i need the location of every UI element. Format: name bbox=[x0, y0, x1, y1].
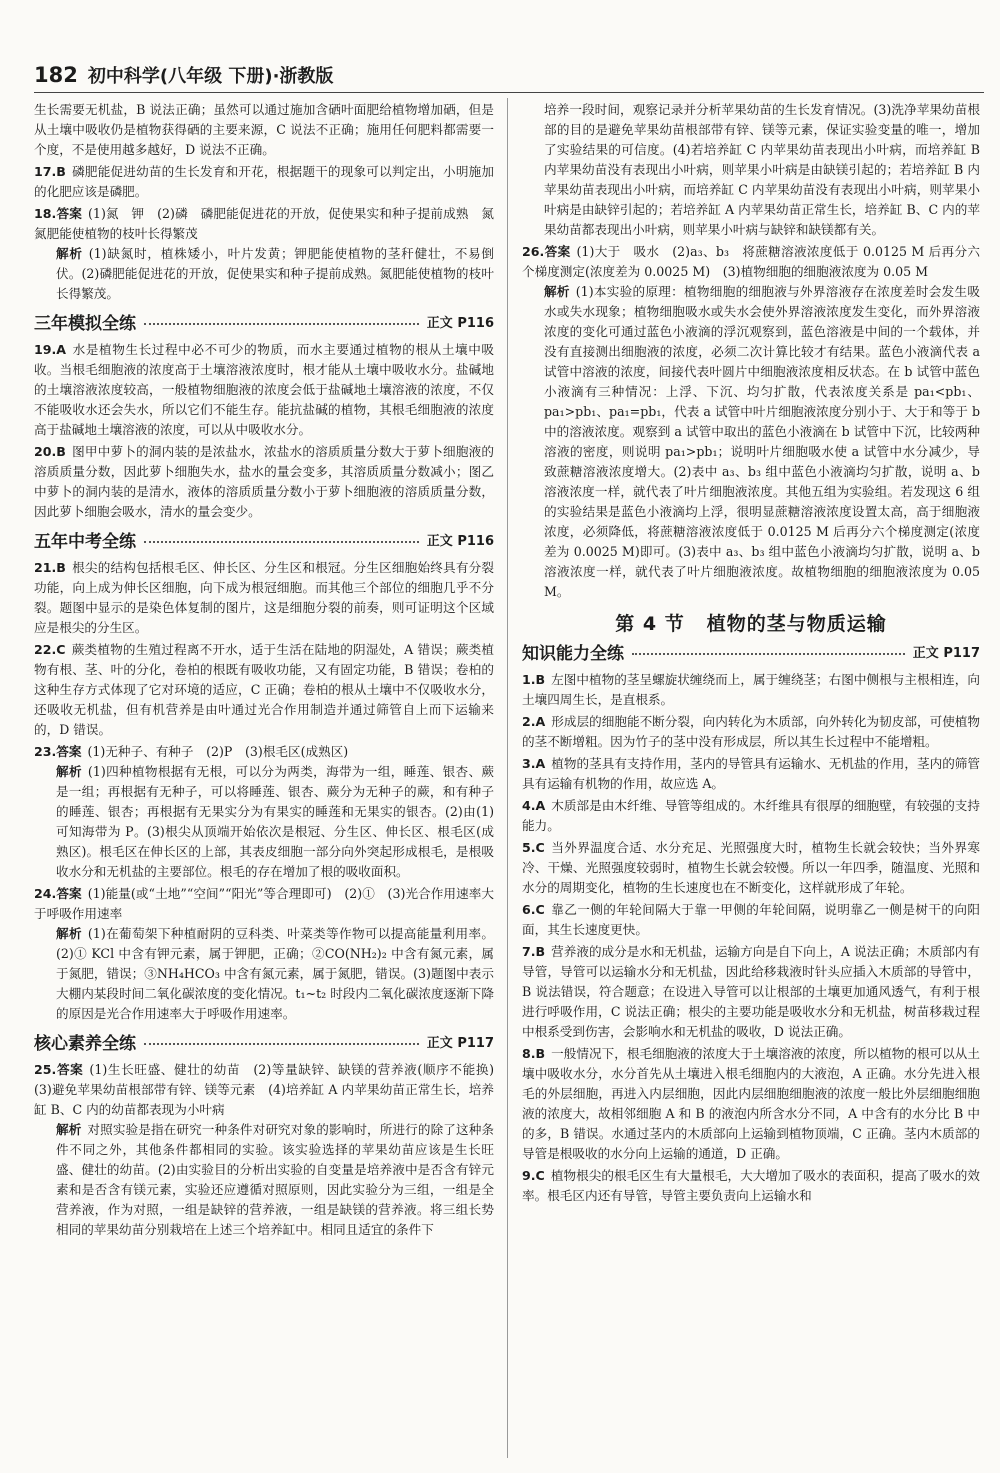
section-heading-core bbox=[34, 1034, 494, 1054]
section-page-ref: 正文 P116 bbox=[426, 316, 494, 331]
knowledge-item bbox=[522, 796, 980, 836]
question-number: 9.C bbox=[522, 1168, 545, 1183]
knowledge-item bbox=[522, 838, 980, 898]
question-number: 19.A bbox=[34, 342, 67, 357]
answer-text: (1)生长旺盛、健壮的幼苗 (2)等量缺锌、缺镁的营养液(顺序不能换) (3)避免苹果幼苗根部带有锌、镁等元素 (4)培养缸 A 内苹果幼苗正常生长，培养缸 B、C 内的幼苗都表现为小叶病 bbox=[34, 1062, 507, 1117]
page-header bbox=[34, 62, 333, 88]
analysis-tag: 解析 bbox=[544, 284, 570, 299]
analysis-tag: 解析 bbox=[56, 246, 83, 261]
knowledge-item bbox=[522, 1044, 980, 1164]
question-number: 20.B bbox=[34, 444, 66, 459]
section-name: 三年模拟全练 bbox=[34, 314, 136, 334]
section-heading-knowledge bbox=[522, 644, 980, 664]
question-22 bbox=[34, 640, 494, 740]
answer-text: (1)大于 吸水 (2)a₃、b₃ 将蔗糖溶液浓度低于 0.0125 M 后再分六个梯度测定(浓度差为 0.0025 M) (3)植物细胞的细胞液浓度为 0.05 M bbox=[522, 244, 980, 279]
question-number: 1.B bbox=[522, 672, 546, 687]
analysis-tag: 解析 bbox=[56, 764, 82, 779]
section-dotted-line bbox=[144, 1043, 419, 1045]
question-number: 22.C bbox=[34, 642, 66, 657]
question-number: 18.答案 bbox=[34, 206, 83, 221]
question-text: 水是植物生长过程中必不可少的物质，而水主要通过植物的根从土壤中吸收。当根毛细胞液的浓度高于土壤溶液浓度时，根才能从土壤中吸收水分。盐碱地的土壤溶液浓度较高，一般植物细胞液的浓度会低于盐碱地土壤溶液的浓度，不仅不能吸收水还会失水，所以它们不能生存。能抗盐碱的植物，其根毛细胞液的浓度高于盐碱地土壤溶液的浓度，可以从中吸收水分。 bbox=[34, 342, 494, 437]
section-dotted-line bbox=[632, 653, 905, 655]
knowledge-item bbox=[522, 1166, 980, 1206]
chapter-label: 第 4 节 bbox=[615, 613, 685, 635]
analysis-text: 对照实验是指在研究一种条件对研究对象的影响时，所进行的除了这种条件不同之外，其他条件都相同的实验。该实验选择的苹果幼苗应该是生长旺盛、健壮的幼苗。(2)由实验目的分析出实验的自变量是培养液中是否含有锌元素和是否含有镁元素，实验还应遵循对照原则，因此实验分为三组，一组是全营养液，作为对照，一组是缺锌的营养液，一组是缺镁的营养液。将三组长势相同的苹果幼苗分别栽培在上述三个培养缸中。相同且适宜的条件下 bbox=[56, 1122, 495, 1237]
intro-paragraph: 生长需要无机盐，B 说法正确；虽然可以通过施加含硒叶面肥给植物增加硒，但是从土壤中吸收仍是植物获得硒的主要来源，C 说法不正确；施用任何肥料都需要一个度，不是使用越多越好，D 说法不正确。 bbox=[34, 102, 494, 157]
analysis-tag: 解析 bbox=[56, 926, 82, 941]
page-number: 182 bbox=[34, 63, 78, 87]
question-number: 23.答案 bbox=[34, 744, 82, 759]
knowledge-item bbox=[522, 942, 980, 1042]
answer-text: (1)能量(或“土地”“空间”“阳光”等合理即可) (2)① (3)光合作用速率大于呼吸作用速率 bbox=[34, 886, 494, 921]
question-text: 当外界温度合适、水分充足、光照强度大时，植物生长就会较快；当外界寒冷、干燥、光照强度较弱时，植物生长就会较慢。所以一年四季，随温度、光照和水分的周期变化，植物的生长速度也在不断变化，这样就形成了年轮。 bbox=[522, 840, 980, 895]
section-heading-exam bbox=[34, 532, 494, 552]
question-text: 根尖的结构包括根毛区、伸长区、分生区和根冠。分生区细胞始终具有分裂功能，向上成为伸长区细胞，向下成为根冠细胞。而其他三个部位的细胞几乎不分裂。题图中显示的是染色体复制的图片，这是细胞分裂的前奏，则可证明这个区域应是根尖的分生区。 bbox=[34, 560, 494, 635]
question-25 bbox=[34, 1060, 507, 1240]
analysis-text: (1)在葡萄架下种植耐阴的豆科类、叶菜类等作物可以提高能量利用率。(2)① KCl 中含有钾元素，属于钾肥，正确；②CO(NH₂)₂ 中含有氮元素，属于氮肥，错误；③NH₄HCO₃ 中含有氮元素，属于氮肥，错误。(3)题图中表示大棚内某段时间二氧化碳浓度的变化情况。t₁~t₂ 时段内二氧化碳浓度逐渐下降的原因是光合作用速率大于呼吸作用速率。 bbox=[56, 926, 495, 1021]
knowledge-item bbox=[522, 670, 980, 710]
question-text: 一般情况下，根毛细胞液的浓度大于土壤溶液的浓度，所以植物的根可以从土壤中吸收水分，水分首先从土壤进入根毛细胞内的大液泡，A 正确。水分先进入根毛的外层细胞，再进入内层细胞，因此内层细胞细胞液的浓度一般比外层细胞细胞液的浓度大，故相邻细胞 A 和 B 的液泡内所含水分不同，A 中含有的水分比 B 中的多，B 错误。水通过茎内的木质部向上运输到植物顶端，C 正确。茎内木质部的导管是根吸收的水分向上运输的通道，D 正确。 bbox=[522, 1046, 980, 1161]
question-number: 26.答案 bbox=[522, 244, 571, 259]
question-text: 木质部是由木纤维、导管等组成的。木纤维具有很厚的细胞壁，有较强的支持能力。 bbox=[522, 798, 980, 833]
knowledge-item bbox=[522, 754, 980, 794]
section-heading-mock bbox=[34, 314, 494, 334]
book-title: 初中科学(八年级 下册)·浙教版 bbox=[87, 66, 334, 87]
answer-text: (1)氮 钾 (2)磷 磷肥能促进花的开放，促使果实和种子提前成熟 氮 氮肥能使植物的枝叶长得繁茂 bbox=[34, 206, 507, 241]
question-number: 4.A bbox=[522, 798, 546, 813]
question-number: 24.答案 bbox=[34, 886, 82, 901]
question-number: 7.B bbox=[522, 944, 546, 959]
analysis-text: (1)缺氮时，植株矮小，叶片发黄；钾肥能使植物的茎秆健壮，不易倒伏。(2)磷肥能促进花的开放，促使果实和种子提前成熟。氮肥能使植物的枝叶长得繁茂。 bbox=[56, 246, 495, 301]
question-number: 2.A bbox=[522, 714, 546, 729]
chapter-heading bbox=[522, 614, 980, 634]
question-20 bbox=[34, 442, 494, 522]
header-rule bbox=[34, 92, 984, 93]
question-text: 形成层的细胞能不断分裂，向内转化为木质部，向外转化为韧皮部，可使植物的茎不断增粗。因为竹子的茎中没有形成层，所以其生长过程中不能增粗。 bbox=[522, 714, 980, 749]
question-25-continued: 培养一段时间，观察记录并分析苹果幼苗的生长发育情况。(3)洗净苹果幼苗根部的目的是避免苹果幼苗根部带有锌、镁等元素，保证实验变量的唯一，增加了实验结果的可信度。(4)若培养缸 C 内苹果幼苗表现出小叶病，而培养缸 B 内苹果幼苗没有表现出小叶病，则苹果小叶病是由缺镁引起的；若培养缸 B 内苹果幼苗表现出小叶病，而培养缸 C 内苹果幼苗没有表现出小叶病，则苹果小叶病是由缺锌引起的；若培养缸 A 内苹果幼苗正常生长，培养缸 B、C 内的苹果幼苗都表现出小叶病，则苹果小叶病与缺锌和缺镁都有关。 bbox=[544, 102, 980, 237]
question-text: 蕨类植物的生殖过程离不开水，适于生活在陆地的阴湿处，A 错误；蕨类植物有根、茎、叶的分化，卷柏的根既有吸收功能，又有固定功能，B 错误；卷柏的这种生存方式体现了它对环境的适应，C 正确；卷柏的根从土壤中不仅吸收水分，还吸收无机盐，但有机营养是由叶通过光合作用制造并通过筛管自上而下运输来的，D 错误。 bbox=[34, 642, 494, 737]
question-23 bbox=[34, 742, 494, 882]
chapter-title: 植物的茎与物质运输 bbox=[706, 613, 887, 635]
section-page-ref: 正文 P117 bbox=[426, 1036, 494, 1051]
question-text: 植物根尖的根毛区生有大量根毛，大大增加了吸水的表面积，提高了吸水的效率。根毛区内还有导管，导管主要负责向上运输水和 bbox=[522, 1168, 980, 1203]
question-18 bbox=[34, 204, 507, 304]
question-number: 21.B bbox=[34, 560, 66, 575]
section-name: 知识能力全练 bbox=[522, 644, 624, 664]
question-number: 8.B bbox=[522, 1046, 546, 1061]
question-text: 植物的茎具有支持作用，茎内的导管具有运输水、无机盐的作用，茎内的筛管具有运输有机物的作用，故应选 A。 bbox=[522, 756, 980, 791]
right-column bbox=[522, 100, 980, 1208]
section-page-ref: 正文 P116 bbox=[426, 534, 494, 549]
question-number: 5.C bbox=[522, 840, 545, 855]
section-name: 五年中考全练 bbox=[34, 532, 136, 552]
answer-text: (1)无种子、有种子 (2)P (3)根毛区(成熟区) bbox=[87, 744, 349, 759]
question-24 bbox=[34, 884, 494, 1024]
question-number: 6.C bbox=[522, 902, 545, 917]
question-text: 营养液的成分是水和无机盐，运输方向是自下向上，A 说法正确；木质部内有导管，导管可以运输水分和无机盐，因此给移栽液时针头应插入木质部的导管中，B 说法错误，符合题意；在设进入导管可以让根部的土壤更加通风透气，有利于根进行呼吸作用，C 说法正确；根尖的主要功能是吸收水分和无机盐，树苗移栽过程中根系受到伤害，会影响水和无机盐的吸收，D 说法正确。 bbox=[522, 944, 980, 1039]
knowledge-item bbox=[522, 712, 980, 752]
question-number: 17.B bbox=[34, 164, 66, 179]
question-text: 图甲中萝卜的洞内装的是浓盐水，浓盐水的溶质质量分数大于萝卜细胞液的溶质质量分数，因此萝卜细胞失水，盐水的量会变多，其溶质质量分数减小；图乙中萝卜的洞内装的是清水，液体的溶质质量分数小于萝卜细胞液的溶质质量分数，因此萝卜细胞会吸水，清水的量会变少。 bbox=[34, 444, 494, 519]
question-text: 靠乙一侧的年轮间隔大于靠一甲侧的年轮间隔，说明靠乙一侧是树干的向阳面，其生长速度更快。 bbox=[522, 902, 980, 937]
question-text: 左图中植物的茎呈螺旋状缠绕而上，属于缠绕茎；右图中侧根与主根相连，向土壤四周生长，是直根系。 bbox=[522, 672, 980, 707]
section-name: 核心素养全练 bbox=[34, 1034, 136, 1054]
left-column bbox=[34, 100, 507, 1242]
question-26 bbox=[522, 242, 980, 602]
question-number: 25.答案 bbox=[34, 1062, 84, 1077]
analysis-tag: 解析 bbox=[56, 1122, 82, 1137]
question-text: 磷肥能促进幼苗的生长发育和开花，根据题干的现象可以判定出，小明施加的化肥应该是磷肥。 bbox=[34, 164, 494, 199]
section-dotted-line bbox=[144, 541, 419, 543]
column-divider bbox=[507, 98, 508, 1458]
question-21 bbox=[34, 558, 494, 638]
section-page-ref: 正文 P117 bbox=[912, 646, 980, 661]
analysis-text: (1)本实验的原理：植物细胞的细胞液与外界溶液存在浓度差时会发生吸水或失水现象；植物细胞吸水或失水会使外界溶液浓度发生变化，而外界溶液浓度的变化可通过蓝色小液滴的浮沉观察到，蓝色溶液是中间的一个载体，并没有直接测出细胞液的浓度，必须二次计算比较才有结果。蓝色小液滴代表 a 试管中溶液的浓度，间接代表叶圆片中细胞液浓度相反状态。在 b 试管中蓝色小液滴有三种情况：上浮、下沉、均匀扩散，代表浓度关系是 pa₁<pb₁、pa₁>pb₁、pa₁=pb₁，代表 a 试管中叶片细胞液浓度分别小于、大于和等于 b 中的溶液浓度。观察到 a 试管中取出的蓝色小液滴在 b 试管中下沉，比较两种溶液的密度，则说明 pa₁>pb₁；说明叶片细胞吸水使 a 试管中水分减少，导致蔗糖溶液浓度增大。(2)表中 a₃、b₃ 组中蓝色小液滴均匀扩散，说明 a、b 溶液浓度一样，就代表了叶片细胞液浓度。其他五组为实验组。若发现这 6 组的实验结果是蓝色小液滴均上浮，很明显蔗糖溶液浓度设置太高，高于细胞液浓度，必须降低，将蔗糖溶液浓度低于 0.0125 M 后再分六个梯度测定(浓度差为 0.0025 M)即可。(3)表中 a₃、b₃ 组中蓝色小液滴均匀扩散，说明 a、b 溶液浓度一样，就代表了叶片细胞液浓度。故植物细胞的细胞液浓度为 0.05 M。 bbox=[544, 284, 981, 599]
question-number: 3.A bbox=[522, 756, 546, 771]
knowledge-item bbox=[522, 900, 980, 940]
section-dotted-line bbox=[144, 323, 419, 325]
question-19 bbox=[34, 340, 494, 440]
analysis-text: (1)四种植物根据有无根，可以分为两类，海带为一组，睡莲、银杏、蕨是一组；再根据有无种子，可以将睡莲、银杏、蕨分为无种子的蕨，和有种子的睡莲、银杏；再根据有无果实分为有果实的睡莲和无果实的银杏。(2)由(1)可知海带为 P。(3)根尖从顶端开始依次是根冠、分生区、伸长区、根毛区(成熟区)。根毛区在伸长区的上部，其表皮细胞一部分向外突起形成根毛，是根吸收水分和无机盐的主要部位。根毛的存在增加了根的吸收面积。 bbox=[56, 764, 495, 879]
question-17 bbox=[34, 162, 494, 202]
